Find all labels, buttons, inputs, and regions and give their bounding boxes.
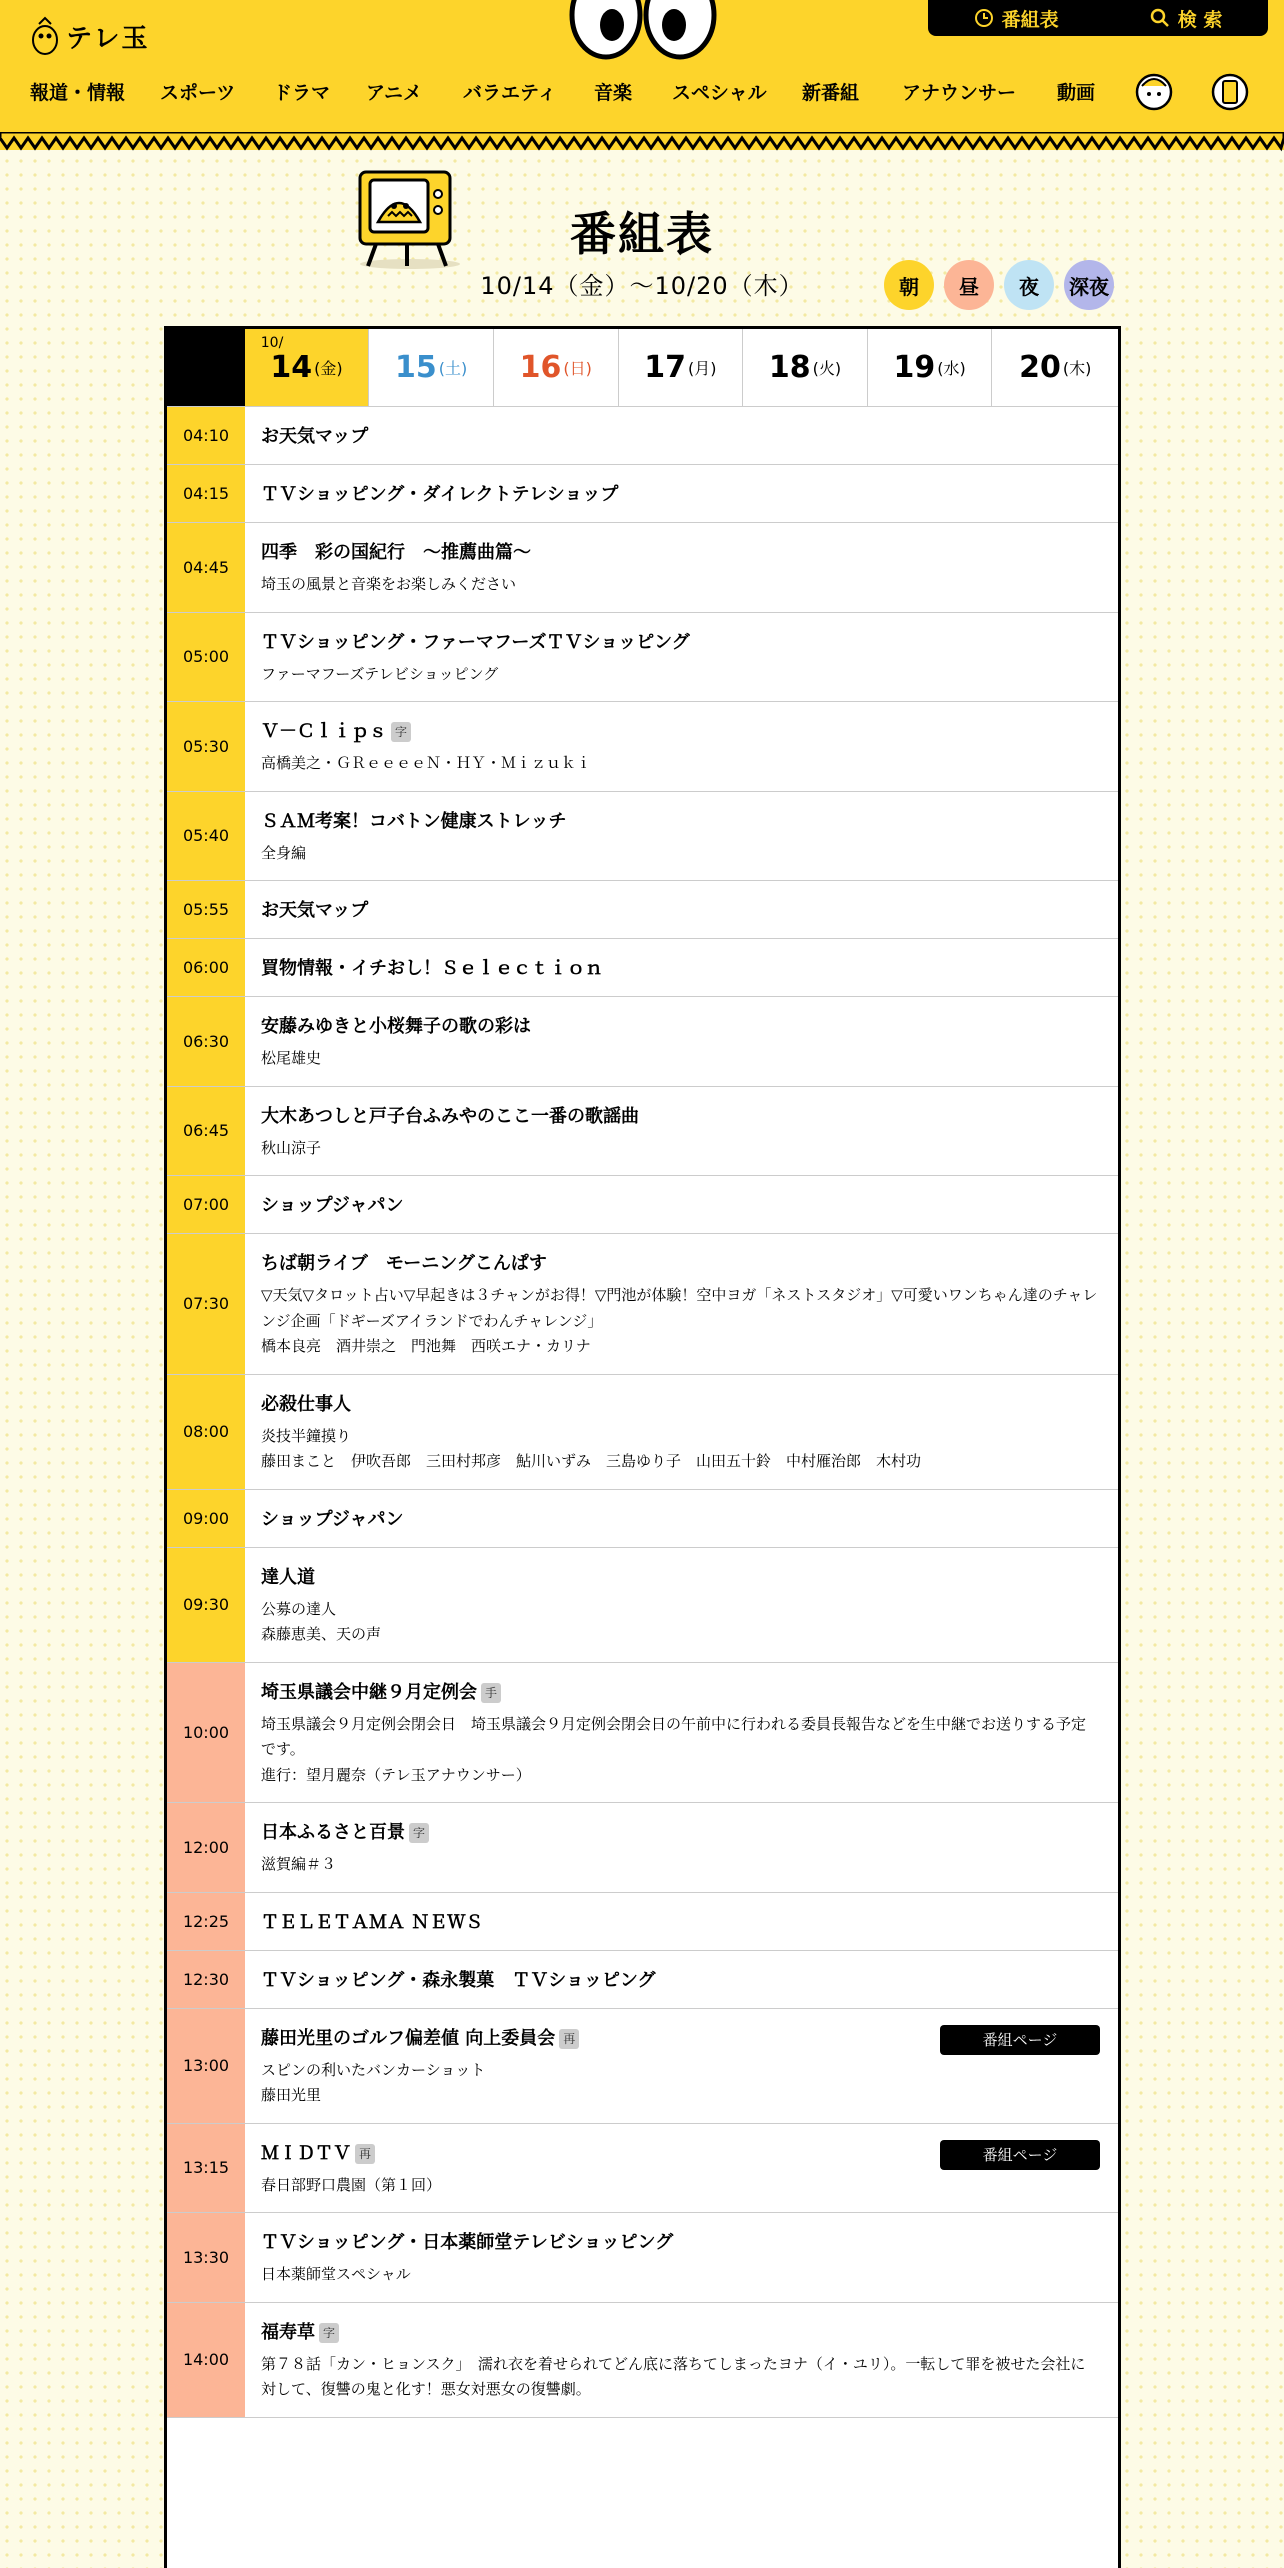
program-row	[167, 1490, 1118, 1548]
day-weekday: (日)	[563, 359, 592, 378]
program-title-text: ＳＡＭ考案！コバトン健康ストレッチ	[261, 810, 567, 832]
program-title-text: Ｖ－Ｃｌｉｐｓ	[261, 721, 387, 742]
period-daytime-button[interactable]: 昼	[944, 260, 994, 310]
program-title[interactable]	[261, 1192, 1100, 1219]
program-list	[167, 407, 1118, 2418]
program-info[interactable]	[245, 702, 1118, 791]
day-tabs	[167, 329, 1118, 407]
program-description	[261, 662, 1100, 688]
program-tag-badge: 字	[319, 2323, 339, 2343]
program-row	[167, 997, 1118, 1087]
nav-drama[interactable]: ドラマ	[273, 82, 331, 104]
day-weekday: (金)	[314, 359, 343, 378]
header-zigzag-edge	[0, 132, 1284, 154]
program-info[interactable]	[245, 1490, 1118, 1547]
program-title[interactable]	[261, 423, 1100, 450]
page-title: 番組表	[570, 207, 714, 261]
program-row	[167, 702, 1118, 792]
program-time: 05:40	[167, 792, 245, 881]
program-title[interactable]	[261, 955, 1100, 982]
program-info[interactable]	[245, 1663, 1118, 1803]
nav-news[interactable]: 報道・情報	[30, 82, 126, 104]
program-description-line: 公募の達人	[261, 1599, 337, 1618]
program-page-button[interactable]: 番組ページ	[940, 2025, 1100, 2055]
program-info[interactable]	[245, 1893, 1118, 1950]
program-info[interactable]	[245, 407, 1118, 464]
program-info[interactable]	[245, 1375, 1118, 1489]
program-description	[261, 1852, 1100, 1878]
program-time: 13:30	[167, 2213, 245, 2302]
program-title[interactable]	[261, 2319, 1100, 2346]
day-tab-14[interactable]	[245, 329, 370, 406]
program-time: 09:00	[167, 1490, 245, 1547]
program-row	[167, 1951, 1118, 2009]
program-info[interactable]	[245, 1951, 1118, 2008]
nav-anime[interactable]: アニメ	[366, 82, 423, 104]
program-title[interactable]	[261, 481, 1100, 508]
period-morning-button[interactable]: 朝	[884, 260, 934, 310]
program-tag-badge: 再	[355, 2144, 375, 2164]
program-description-line: 秋山涼子	[261, 1138, 322, 1157]
program-title[interactable]	[261, 539, 1100, 566]
program-title[interactable]	[261, 718, 1100, 745]
program-info[interactable]	[245, 1234, 1118, 1374]
program-info[interactable]	[245, 613, 1118, 702]
period-late-night-button[interactable]: 深夜	[1064, 260, 1114, 310]
program-info[interactable]	[245, 939, 1118, 996]
program-title-text: 買物情報・イチおし！Ｓｅｌｅｃｔｉｏｎ	[261, 958, 603, 979]
program-row	[167, 1234, 1118, 1375]
search-link[interactable]	[1150, 5, 1223, 32]
program-row	[167, 792, 1118, 882]
day-weekday: (火)	[812, 359, 842, 378]
program-title-text: 日本ふるさと百景	[261, 1822, 405, 1843]
program-row	[167, 1176, 1118, 1234]
program-tag-badge: 手	[481, 1683, 501, 1703]
day-tab-19[interactable]	[868, 329, 993, 406]
day-tab-15[interactable]	[369, 329, 494, 406]
program-title[interactable]	[261, 1506, 1100, 1533]
schedule-link[interactable]	[974, 5, 1059, 32]
program-description	[261, 841, 1100, 867]
period-night-button[interactable]: 夜	[1004, 260, 1054, 310]
program-description-line: 第７８話「カン・ヒョンスク」 濡れ衣を着せられてどん底に落ちてしまったヨナ（イ・ユリ）。一転して罪を被せた会社に対して、復讐の鬼と化す！悪女対悪女の復讐劇。	[261, 2354, 1086, 2398]
program-time: 09:30	[167, 1548, 245, 1662]
schedule-link-label: 番組表	[1001, 8, 1059, 31]
day-number: 19	[893, 350, 936, 385]
program-tag-badge: 再	[559, 2029, 579, 2049]
program-row	[167, 2124, 1118, 2214]
program-time: 05:30	[167, 702, 245, 791]
day-number: 16	[519, 350, 562, 385]
site-header	[0, 0, 1284, 150]
program-description-line: 滋賀編＃３	[261, 1855, 337, 1873]
top-action-bar	[928, 0, 1268, 36]
program-description	[261, 2173, 1100, 2199]
program-description	[261, 751, 1100, 777]
program-title-text: 達人道	[261, 1566, 315, 1588]
day-tab-17[interactable]	[619, 329, 744, 406]
program-title-text: ちば朝ライブ モーニングこんぱす	[261, 1253, 547, 1274]
program-time: 04:45	[167, 523, 245, 612]
day-number: 20	[1019, 350, 1061, 385]
site-logo[interactable]	[30, 16, 149, 56]
day-number: 18	[768, 350, 811, 385]
program-row	[167, 1375, 1118, 1490]
program-info[interactable]	[245, 465, 1118, 522]
nav-new-programs[interactable]: 新番組	[802, 82, 860, 104]
mascot-badge-icon[interactable]	[1134, 68, 1174, 112]
program-row	[167, 465, 1118, 523]
program-row	[167, 1893, 1118, 1951]
program-title-text: 安藤みゆきと小桜舞子の歌の彩は	[261, 1016, 531, 1037]
program-description-line: 橋本良亮 酒井崇之 門池舞 西咲エナ・カリナ	[261, 1337, 591, 1355]
program-row	[167, 2303, 1118, 2418]
program-info[interactable]	[245, 2124, 1118, 2213]
program-info[interactable]	[245, 997, 1118, 1086]
program-title[interactable]	[261, 1564, 1100, 1591]
day-tabs-corner	[167, 329, 245, 406]
program-description-line: 埼玉の風景と音楽をお楽しみください	[261, 575, 517, 593]
program-info[interactable]	[245, 2213, 1118, 2302]
date-range: 10/14（金）〜10/20（木）	[480, 272, 804, 300]
program-description-line: 森藤恵美、天の声	[261, 1625, 382, 1643]
program-info[interactable]	[245, 2303, 1118, 2417]
program-info[interactable]	[245, 1176, 1118, 1233]
program-description	[261, 1046, 1100, 1072]
program-description	[261, 1597, 1100, 1648]
program-title-text: 福寿草	[261, 2321, 315, 2343]
day-tab-18[interactable]	[743, 329, 868, 406]
program-description-line: 高橋美之・ＧＲｅｅｅｅＮ・ＨＹ・Ｍｉｚｕｋｉ	[261, 754, 592, 772]
program-row	[167, 1663, 1118, 1804]
program-info[interactable]	[245, 881, 1118, 938]
program-info[interactable]	[245, 1087, 1118, 1176]
program-info[interactable]	[245, 1803, 1118, 1892]
search-link-label: 検 索	[1177, 8, 1223, 31]
nav-special[interactable]: スペシャル	[672, 82, 767, 104]
program-time: 04:10	[167, 407, 245, 464]
program-title-text: ＴＶショッピング・日本薬師堂テレビショッピング	[261, 2232, 674, 2253]
program-description-line: 藤田光里	[261, 2086, 322, 2104]
program-time: 05:00	[167, 613, 245, 702]
program-title-text: 四季 彩の国紀行 ～推薦曲篇～	[261, 542, 531, 563]
program-time: 04:15	[167, 465, 245, 522]
program-title-text: 埼玉県議会中継９月定例会	[261, 1681, 477, 1703]
program-tag-badge: 字	[391, 722, 411, 742]
program-description-line: 全身編	[261, 843, 307, 862]
program-time: 13:00	[167, 2009, 245, 2123]
program-time: 06:30	[167, 997, 245, 1086]
program-description-line: 松尾雄史	[261, 1049, 322, 1067]
day-tab-20[interactable]	[992, 329, 1118, 406]
app-badge-icon[interactable]	[1210, 68, 1250, 112]
nav-announcers[interactable]: アナウンサー	[902, 82, 1017, 104]
program-time: 12:30	[167, 1951, 245, 2008]
clock-icon	[974, 8, 994, 28]
program-time: 12:25	[167, 1893, 245, 1950]
program-description	[261, 1136, 1100, 1162]
program-row	[167, 613, 1118, 703]
program-title[interactable]	[261, 1250, 1100, 1277]
program-title[interactable]	[261, 808, 1100, 835]
program-row	[167, 939, 1118, 997]
program-page-button[interactable]: 番組ページ	[940, 2140, 1100, 2170]
program-title-text: 必殺仕事人	[261, 1393, 351, 1415]
program-time: 13:15	[167, 2124, 245, 2213]
program-time: 07:30	[167, 1234, 245, 1374]
day-number: 15	[395, 350, 437, 385]
search-icon	[1150, 8, 1170, 28]
program-description-line: 春日部野口農園（第１回）	[261, 2175, 442, 2194]
day-number: 17	[644, 350, 686, 385]
program-info[interactable]	[245, 792, 1118, 881]
nav-videos[interactable]: 動画	[1057, 82, 1096, 104]
program-title-text: ＭＩＤＴＶ	[261, 2142, 351, 2164]
program-title[interactable]	[261, 1819, 1100, 1846]
program-time: 10:00	[167, 1663, 245, 1803]
program-title-text: 藤田光里のゴルフ偏差値 向上委員会	[261, 2027, 556, 2049]
day-weekday: (月)	[688, 359, 717, 378]
schedule-table	[164, 326, 1121, 2568]
program-title-text: お天気マップ	[261, 426, 369, 447]
program-time: 05:55	[167, 881, 245, 938]
program-row	[167, 407, 1118, 465]
program-title[interactable]	[261, 1391, 1100, 1418]
program-time: 14:00	[167, 2303, 245, 2417]
nav-sports[interactable]: スポーツ	[160, 82, 236, 104]
program-title[interactable]	[261, 1103, 1100, 1130]
program-row	[167, 1087, 1118, 1177]
program-title-text: ＴＶショッピング・ダイレクトテレショップ	[261, 484, 619, 505]
logo-text: テレ玉	[66, 23, 150, 54]
program-title-text: ショップジャパン	[261, 1195, 404, 1216]
program-description-line: 進行：望月麗奈（テレ玉アナウンサー）	[261, 1765, 531, 1784]
day-month: 10/	[260, 335, 284, 351]
program-title-text: ＴＶショッピング・森永製菓 ＴＶショッピング	[261, 1969, 656, 1991]
program-description	[261, 2262, 1100, 2288]
program-description	[261, 2058, 1100, 2109]
program-description-line: スピンの利いたバンカーショット	[261, 2060, 486, 2079]
program-title[interactable]	[261, 1013, 1100, 1040]
mascot-logo-icon	[30, 16, 60, 56]
program-tag-badge: 字	[409, 1823, 429, 1843]
program-title[interactable]	[261, 2229, 1100, 2256]
program-description	[261, 572, 1100, 598]
program-title-text: お天気マップ	[261, 900, 369, 921]
day-weekday: (水)	[937, 359, 966, 378]
nav-music[interactable]: 音楽	[594, 82, 633, 104]
day-weekday: (木)	[1062, 359, 1092, 378]
program-time: 08:00	[167, 1375, 245, 1489]
program-title[interactable]	[261, 897, 1100, 924]
program-description	[261, 1424, 1100, 1475]
program-row	[167, 1803, 1118, 1893]
program-title[interactable]	[261, 1967, 1100, 1994]
program-time: 12:00	[167, 1803, 245, 1892]
mascot-eyes-icon	[568, 0, 718, 65]
program-title-text: 大木あつしと戸子台ふみやのここ一番の歌謡曲	[261, 1105, 639, 1127]
program-description-line: ▽天気▽タロット占い▽早起きは３チャンがお得！▽門池が体験！空中ヨガ「ネストスタジオ」▽可愛いワンちゃん達のチャレンジ企画「ドギーズアイランドでわんチャレンジ」	[261, 1286, 1098, 1330]
program-row	[167, 881, 1118, 939]
program-title-text: ＴＥＬＥＴＡＭＡ ＮＥＷＳ	[261, 1911, 484, 1933]
program-title[interactable]	[261, 1909, 1100, 1936]
day-tab-16[interactable]	[494, 329, 619, 406]
program-time: 06:45	[167, 1087, 245, 1176]
program-description	[261, 2352, 1100, 2403]
program-row	[167, 2213, 1118, 2303]
program-description-line: 藤田まこと 伊吹吾郎 三田村邦彦 鮎川いずみ 三島ゆり子 山田五十鈴 中村雁治郎 木村功	[261, 1452, 922, 1470]
program-description-line: 炎技半鐘摸り	[261, 1426, 352, 1445]
program-title[interactable]	[261, 1679, 1100, 1706]
period-selector	[884, 260, 1114, 310]
program-title-text: ＴＶショッピング・ファーマフーズＴＶショッピング	[261, 631, 690, 653]
program-description-line: ファーマフーズテレビショッピング	[261, 664, 499, 683]
nav-variety[interactable]: バラエティ	[463, 82, 557, 104]
program-row	[167, 1548, 1118, 1663]
program-title-text: ショップジャパン	[261, 1508, 404, 1530]
day-weekday: (土)	[438, 359, 468, 378]
program-description	[261, 1712, 1100, 1789]
program-row	[167, 523, 1118, 613]
program-description-line: 日本薬師堂スペシャル	[261, 2265, 411, 2283]
program-description-line: 埼玉県議会９月定例会閉会日 埼玉県議会９月定例会閉会日の午前中に行われる委員長報告などを生中継でお送りする予定です。	[261, 1714, 1087, 1758]
program-info[interactable]	[245, 523, 1118, 612]
program-info[interactable]	[245, 2009, 1118, 2123]
program-title[interactable]	[261, 629, 1100, 656]
day-number: 14	[270, 350, 313, 385]
program-description	[261, 1283, 1100, 1360]
program-row	[167, 2009, 1118, 2124]
program-time: 07:00	[167, 1176, 245, 1233]
program-time: 06:00	[167, 939, 245, 996]
main-nav	[30, 78, 1130, 105]
program-info[interactable]	[245, 1548, 1118, 1662]
